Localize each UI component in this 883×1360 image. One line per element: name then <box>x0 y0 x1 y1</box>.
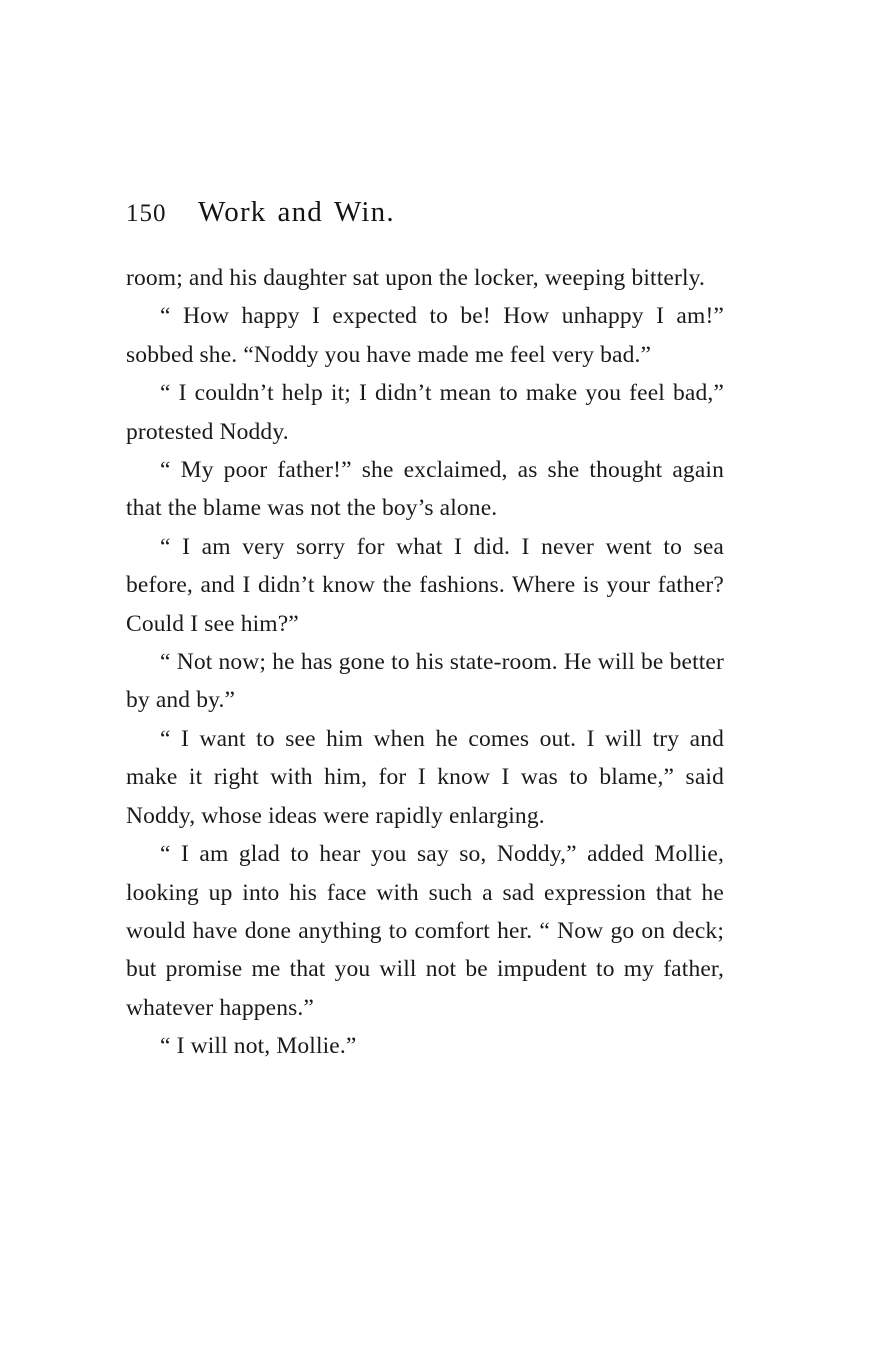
paragraph-7: “ I want to see him when he comes out. I will try and make it right with him, for I know I was to blame,” said Noddy, whose ideas were rapidly enlarging. <box>126 725 724 829</box>
paragraph-5: “ I am very sorry for what I did. I never went to sea before, and I didn’t know the fashions. Where is your father? Could I see him?” <box>126 533 724 637</box>
body-text <box>126 259 724 1066</box>
running-title <box>198 196 395 229</box>
paragraph-6: “ Not now; he has gone to his state-room. He will be better by and by.” <box>126 649 724 714</box>
paragraph-9: “ I will not, Mollie.” <box>160 1033 357 1060</box>
page-header <box>126 196 724 229</box>
paragraph-3: “ I couldn’t help it; I didn’t mean to make you feel bad,” protested Noddy. <box>126 380 724 445</box>
running-title-word-2: and <box>277 196 323 228</box>
paragraph-2: “ How happy I expected to be! How unhappy I am!” sobbed she. “Noddy you have made me feel very bad.” <box>126 303 724 368</box>
page-number: 150 <box>126 200 167 227</box>
paragraph-8: “ I am glad to hear you say so, Noddy,” added Mollie, looking up into his face with such a sad expression that he would have done anything to comfort her. “ Now go on deck; but promise me that you will not be impudent to my father, whatever happens.” <box>126 841 724 1021</box>
running-title-word-1: Work <box>198 196 267 228</box>
running-title-word-3: Win. <box>334 196 395 228</box>
paragraph-1: room; and his daughter sat upon the locker, weeping bitterly. <box>126 265 706 291</box>
page-text-block <box>126 196 724 1066</box>
paragraph-4: “ My poor father!” she exclaimed, as she thought again that the blame was not the boy’s alone. <box>126 457 724 522</box>
